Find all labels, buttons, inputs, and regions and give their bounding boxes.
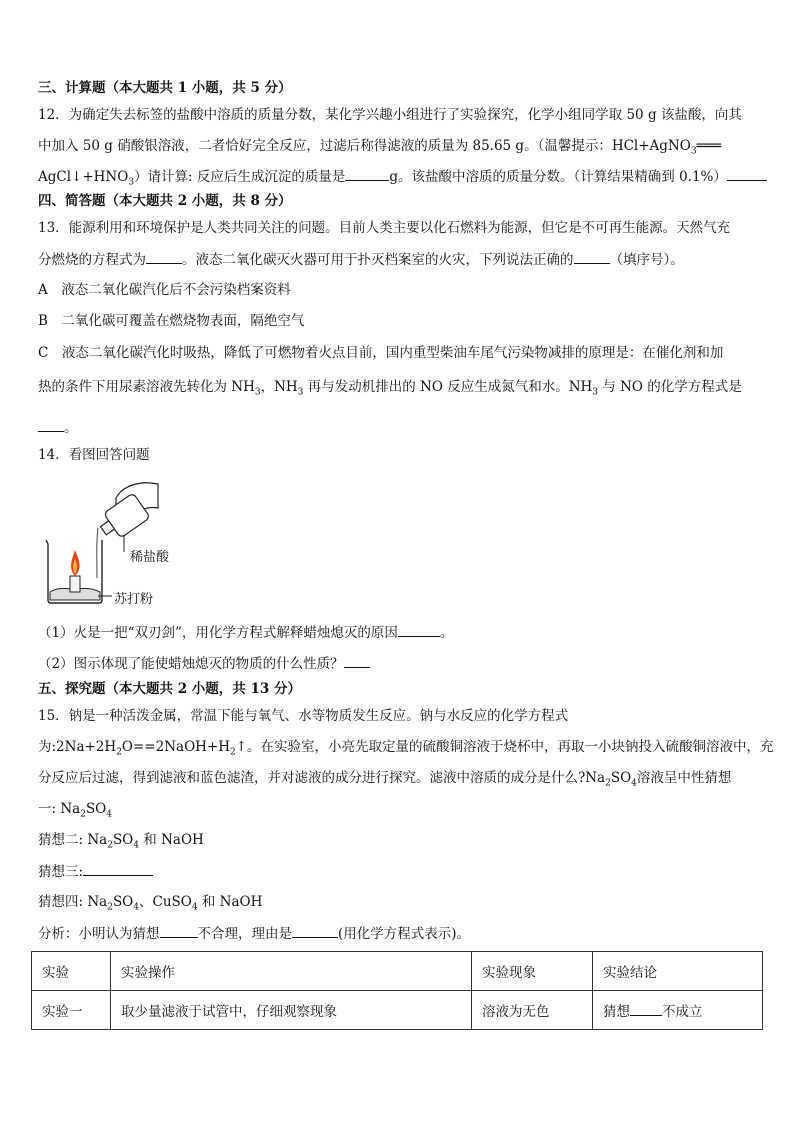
q14-part-2: （2）图示体现了能使蜡烛熄灭的物质的什么性质？ <box>38 653 764 674</box>
candle <box>70 576 80 592</box>
table-header-cell: 实验 <box>32 952 111 991</box>
table-cell: 实验一 <box>32 991 111 1030</box>
soda-powder-label: 苏打粉 <box>114 592 154 607</box>
q13-line-2: 分燃烧的方程式为 。液态二氧化碳灭火器可用于扑灭档案室的火灾，下列说法正确的 （填序号）。 <box>38 249 764 270</box>
table-header-row <box>32 952 763 991</box>
answer-blank[interactable] <box>574 249 610 264</box>
q13-option-b: B 二氧化碳可覆盖在燃烧物表面，隔绝空气 <box>38 313 305 329</box>
q12-line-3: $AgCl↓+HNO_3$）请计算: 反应后生成沉淀的质量是 g。该盐酸中溶质的质量分数。（计算结果精确到 0.1%） <box>38 166 764 187</box>
table-header-cell: 实验操作 <box>111 952 472 991</box>
answer-blank[interactable] <box>344 653 370 668</box>
dilute-hcl-label: 稀盐酸 <box>130 550 170 565</box>
answer-blank[interactable] <box>83 861 153 876</box>
table-header-cell: 实验结论 <box>593 952 763 991</box>
analysis-line: 分析：小明认为猜想 不合理，理由是 (用化学方程式表示)。 <box>38 923 764 944</box>
table-header-cell: 实验现象 <box>472 952 593 991</box>
answer-blank[interactable] <box>630 1001 662 1016</box>
section-4-heading: 四、简答题（本大题共 2 小题，共 8 分） <box>38 193 292 209</box>
section-3-heading: 三、计算题（本大题共 1 小题，共 5 分） <box>38 80 292 96</box>
answer-blank[interactable] <box>727 166 767 181</box>
guess-1: 一: $Na_2SO_4$ <box>38 801 112 820</box>
q14-part-1: （1）火是一把“双刃剑”，用化学方程式解释蜡烛熄灭的原因 。 <box>38 622 764 643</box>
section-5-heading: 五、探究题（本大题共 2 小题，共 13 分） <box>38 681 301 697</box>
guess-3: 猜想三: <box>38 861 764 882</box>
q15-line-2: 为$:2Na+2H_2O==2NaOH+H_2↑$。在实验室，小亮先取定量的硫酸铜溶液于烧杯中，再取一小块钠投入硫酸铜溶液中，充 <box>38 739 774 758</box>
answer-blank[interactable] <box>398 622 440 637</box>
table-row <box>32 991 763 1030</box>
guess-4: 猜想四: $Na_2SO_4$、CuSO$_4$ 和 NaOH <box>38 894 263 913</box>
answer-blank[interactable] <box>38 417 64 432</box>
experiment-table <box>31 951 763 1030</box>
answer-blank[interactable] <box>146 249 182 264</box>
q13-line-4: 热的条件下用尿素溶液先转化为 $NH_3$，$NH_3$ 再与发动机排出的 NO 反应生成氮气和水。$NH_3$ 与 NO 的化学方程式是 <box>38 379 742 398</box>
answer-blank[interactable] <box>160 923 198 938</box>
q15-line-1: 15．钠是一种活泼金属，常温下能与氧气、水等物质发生反应。钠与水反应的化学方程式 <box>38 708 569 724</box>
answer-blank[interactable] <box>292 923 338 938</box>
q14-title: 14．看图回答问题 <box>38 447 150 463</box>
table-cell: 猜想 不成立 <box>593 991 763 1030</box>
q15-line-3: 分反应后过滤，得到滤液和蓝色滤渣，并对滤液的成分进行探究。滤液中溶质的成分是什么$?Na_2SO_4$溶液呈中性猜想 <box>38 770 732 789</box>
experiment-figure <box>40 478 240 608</box>
answer-blank[interactable] <box>345 166 389 181</box>
q13-option-a: A 液态二氧化碳汽化后不会污染档案资料 <box>38 282 291 298</box>
table-cell: 溶液为无色 <box>472 991 593 1030</box>
table-cell: 取少量滤液于试管中，仔细观察现象 <box>111 991 472 1030</box>
pouring-stream <box>97 528 98 578</box>
q13-line-5: 。 <box>38 417 764 438</box>
acid-bottle <box>95 493 150 544</box>
guess-2: 猜想二: $Na_2SO_4$ 和 NaOH <box>38 832 204 851</box>
q13-line-1: 13．能源利用和环境保护是人类共同关注的问题。目前人类主要以化石燃料为能源，但它是不可再生能源。天然气充 <box>38 220 731 236</box>
q12-line-2: 中加入 50 g 硝酸银溶液，二者恰好完全反应，过滤后称得滤液的质量为 85.65 g。（温馨提示：HCl+AgNO$_3$═══ <box>38 138 721 157</box>
q12-line-1: 12．为确定失去标签的盐酸中溶质的质量分数，某化学兴趣小组进行了实验探究，化学小组同学取 50 g 该盐酸，向其 <box>38 107 742 123</box>
q13-option-c: C 液态二氧化碳汽化时吸热，降低了可燃物着火点目前，国内重型柴油车尾气污染物减排的原理是：在催化剂和加 <box>38 345 724 361</box>
